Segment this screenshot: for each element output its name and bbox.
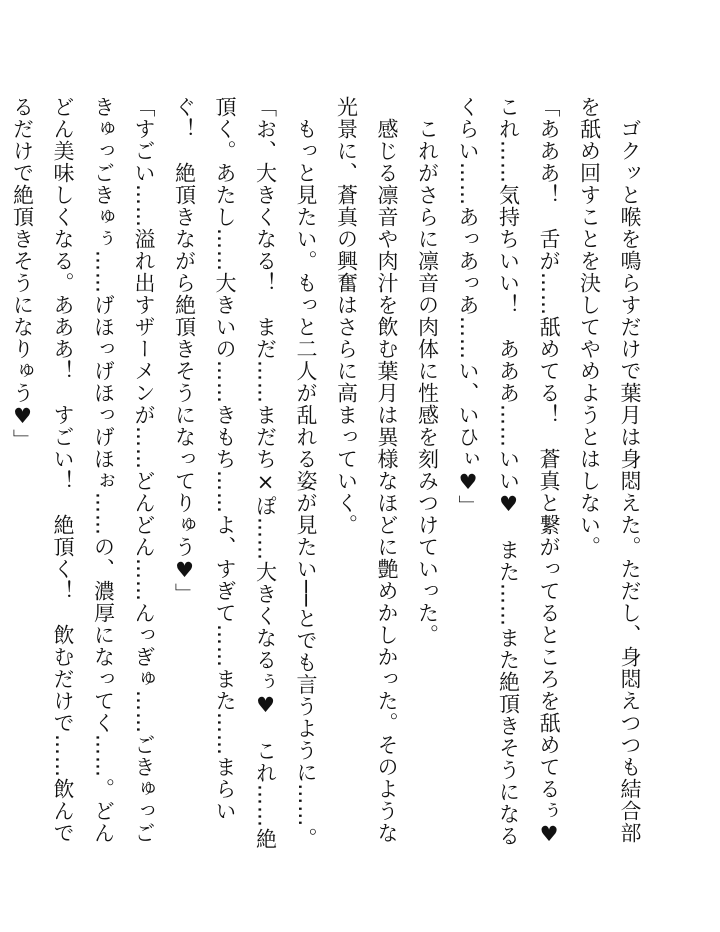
- narration-paragraph: これがさらに凛音の肉体に性感を刻みつけていった。: [415, 96, 440, 646]
- narration-paragraph: もっと見たい。もっと二人が乱れる姿が見たい──とでも言うように……。: [294, 96, 318, 850]
- narration-paragraph: 感じる凛音や肉汁を飲む葉月は異様なほどに艶めかしかった。そのような光景に、蒼真の興奮はさらに高まっていく。: [334, 96, 399, 844]
- dialogue-paragraph: 「お、大きくなる！ まだ……まだち×ぽ……大きくなるぅ♥ これ……絶頂く。あたし……大きいの……きもち……よ、すぎて……また……まらいぐ！ 絶頂きながら絶頂きそうになってりゅう♥」: [172, 96, 278, 850]
- dialogue-paragraph: 「すごい……溢れ出すザーメンが……どんどん……んっぎゅ……ごきゅっごきゅっごきゅぅ……げほっげほっげほぉ……の、濃厚になってく……。どんどん美味しくなる。あああ！ すごい！ 絶頂く！ 飲むだけで……飲んでるだけで絶頂きそうになりゅう♥」: [10, 96, 156, 844]
- narration-paragraph: ゴクッと喉を鳴らすだけで葉月は身悶えた。ただし、身悶えつつも結合部を舐め回すことを決してやめようとはしない。: [577, 96, 642, 844]
- dialogue-paragraph: 「あああ！ 舌が……舐めてる！ 蒼真と繋がってるところを舐めてるぅ♥ これ……気持ちいい！ あああ……いい♥ また……また絶頂きそうになるくらい……あっあっあ……い、いひぃ♥」: [456, 96, 561, 869]
- vertical-text-body: [2, 96, 650, 869]
